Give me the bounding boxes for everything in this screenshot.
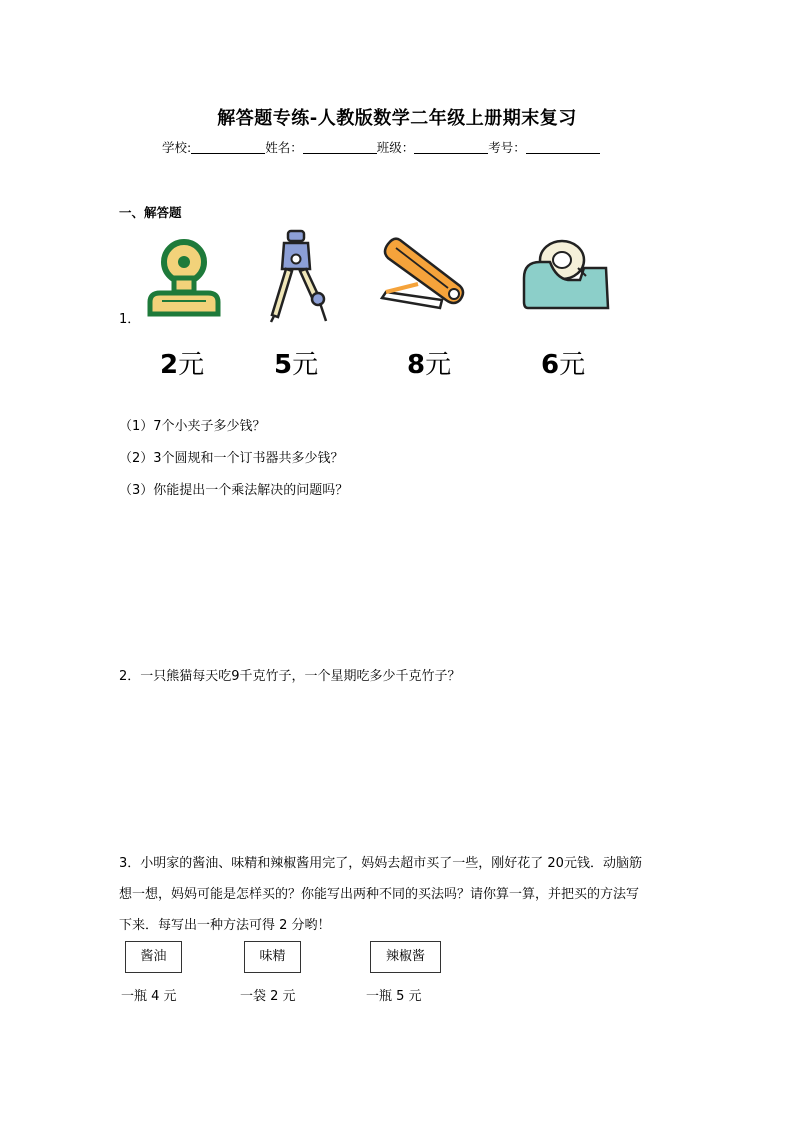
question-3-line3: 下来．每写出一种方法可得 2 分哟！ [119,918,331,933]
question-2: 2．一只熊猫每天吃9千克竹子，一个星期吃多少千克竹子？ [119,669,461,684]
section-title: 一、解答题 [119,205,182,220]
product-chili-sauce: 辣椒酱 [370,941,441,973]
price-compass: 5元 [274,350,319,380]
price-clip: 2元 [160,350,205,380]
compass-icon [266,229,330,324]
price-stapler: 8元 [407,350,452,380]
price-soy-sauce: 一瓶 4 元 [121,989,177,1004]
question-1-number: 1． [119,312,141,327]
tape-dispenser-icon [520,238,612,314]
q1-sub3: （3）你能提出一个乘法解决的问题吗？ [119,483,349,498]
school-blank[interactable] [191,141,265,154]
price-chili-sauce: 一瓶 5 元 [366,989,422,1004]
clip-icon [146,238,224,320]
q1-sub1: （1）7个小夹子多少钱？ [119,419,266,434]
product-soy-sauce: 酱油 [125,941,182,973]
id-label: 考号： [488,140,526,155]
class-label: 班级： [376,140,415,155]
stapler-icon [378,234,470,314]
question-3-line1: 3．小明家的酱油、味精和辣椒酱用完了，妈妈去超市买了一些，刚好花了 20元钱．动脑筋 [119,856,642,871]
product-msg: 味精 [244,941,301,973]
class-blank[interactable] [414,141,488,154]
page-title: 解答题专练-人教版数学二年级上册期末复习 [217,108,577,129]
price-msg: 一袋 2 元 [240,989,296,1004]
question-3-line2: 想一想，妈妈可能是怎样买的？你能写出两种不同的买法吗？请你算一算，并把买的方法写 [119,887,640,902]
name-blank[interactable] [303,141,377,154]
id-blank[interactable] [526,141,600,154]
school-label: 学校: [162,140,192,155]
price-tape: 6元 [541,350,586,380]
student-info-row [162,138,600,156]
q1-sub2: （2）3个圆规和一个订书器共多少钱？ [119,451,344,466]
name-label: 姓名： [265,140,303,155]
